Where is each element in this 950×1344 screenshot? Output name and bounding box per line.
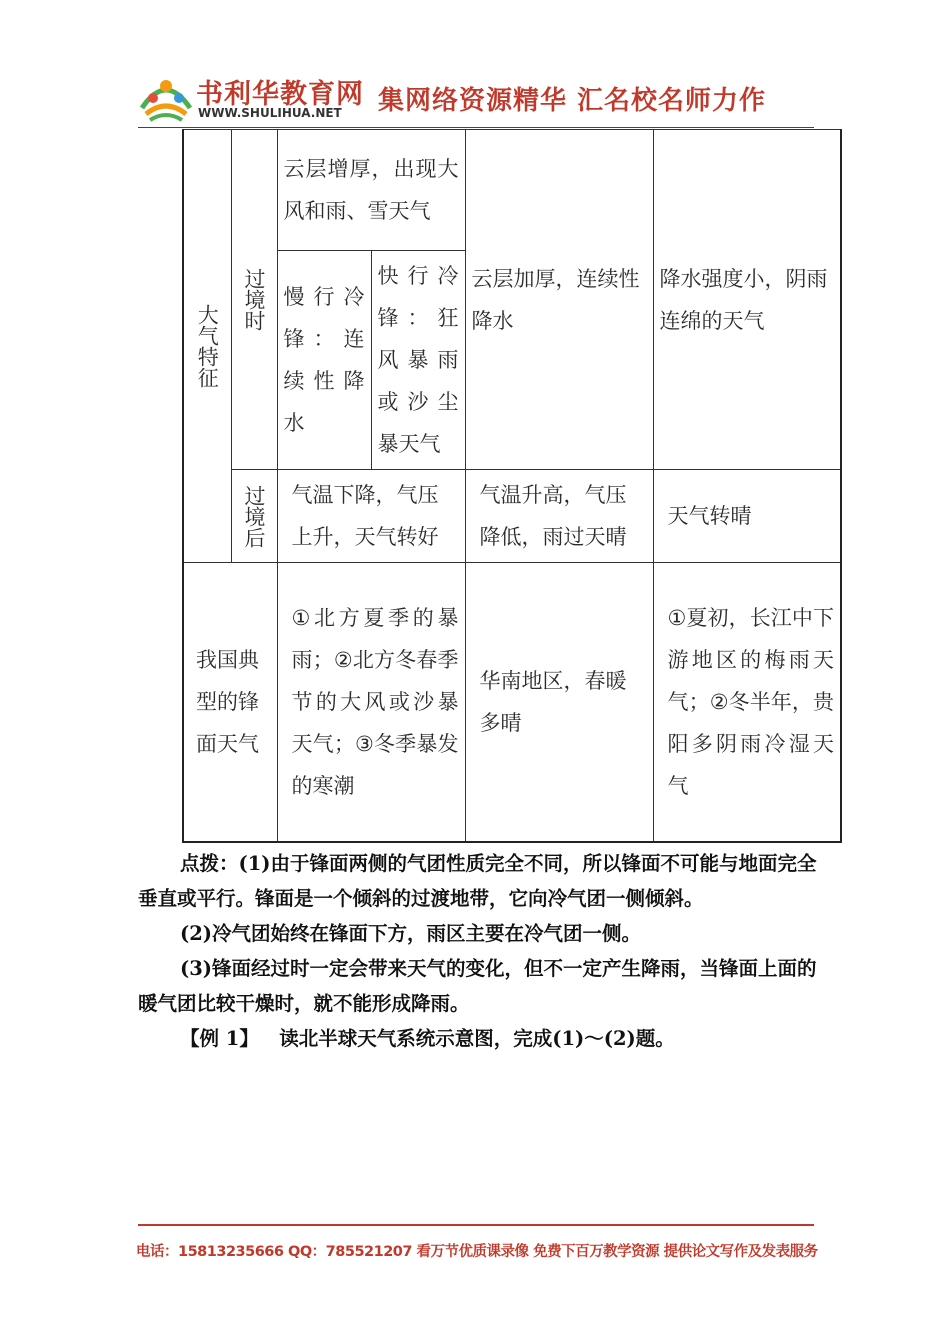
warm-during: 云层加厚，连续性降水: [471, 266, 640, 333]
shulihua-logo-icon: [138, 68, 194, 124]
tip-3: (3)锋面经过时一定会带来天气的变化，但不一定产生降雨，当锋面上面的暖气团比较干燥时，就不能形成降雨。: [138, 957, 817, 1015]
tip-1: (1)由于锋面两侧的气团性质完全不同，所以锋面不可能与地面完全垂直或平行。锋面是一个倾斜的过渡地带，它向冷气团一侧倾斜。: [138, 852, 817, 910]
typical-label: 我国典型的锋面天气: [196, 648, 259, 756]
stationary-after-cell: [653, 470, 841, 563]
cold-during-general: 云层增厚，出现大风和雨、雪天气: [283, 157, 459, 223]
cold-after-cell: [277, 470, 465, 563]
during-label-cell: [231, 130, 277, 470]
stationary-typical: ①夏初，长江中下游地区的梅雨天气；②冬半年，贵阳多阴雨冷湿天气: [667, 606, 834, 798]
example-label: 【例 1】: [180, 1027, 259, 1050]
atmo-label-cell: [183, 130, 231, 563]
stationary-after: 天气转晴: [667, 504, 752, 528]
cold-typical-cell: [277, 563, 465, 843]
site-header: [138, 64, 814, 128]
warm-typical-cell: [465, 563, 653, 843]
warm-typical: 华南地区，春暖多晴: [479, 669, 627, 735]
header-slogan: 集网络资源精华 汇名校名师力作: [378, 86, 767, 116]
fast-cold-during-cell: [371, 251, 465, 470]
example-paragraph: [138, 1021, 818, 1056]
warm-after-cell: [465, 470, 653, 563]
cold-typical: ①北方夏季的暴雨；②北方冬春季节的大风或沙暴天气；③冬季暴发的寒潮: [291, 606, 459, 798]
stationary-during-cell: [653, 130, 841, 470]
slow-cold-during-cell: [277, 251, 371, 470]
tip-paragraph-1: [138, 846, 818, 916]
cold-after: 气温下降，气压上升，天气转好: [291, 483, 439, 549]
example-text: 读北半球天气系统示意图，完成(1)～(2)题。: [279, 1027, 675, 1050]
brand-url: WWW.SHULIHUA.NET: [198, 106, 342, 120]
footer-contact: 电话：15813235666 QQ：785521207 看万节优质课录像 免费下百万教学资源 提供论文写作及发表服务: [136, 1244, 818, 1260]
stationary-during: 降水强度小，阴雨连绵的天气: [659, 266, 828, 333]
slow-cold-during: 慢行冷锋：连续性降水: [283, 285, 365, 435]
notes-section: [138, 846, 818, 1056]
after-label: 过境后: [242, 484, 266, 548]
cold-during-general-cell: [277, 130, 465, 251]
fast-cold-during: 快行冷锋：狂风暴雨或沙尘暴天气: [377, 264, 459, 456]
front-weather-table: [182, 129, 842, 843]
tip-2: (2)冷气团始终在锋面下方，雨区主要在冷气团一侧。: [180, 922, 642, 945]
stationary-typical-cell: [653, 563, 841, 843]
warm-after: 气温升高，气压降低，雨过天晴: [479, 483, 627, 549]
typical-label-cell: [183, 563, 277, 843]
during-label: 过境时: [242, 268, 266, 331]
header-divider: [138, 127, 814, 128]
warm-during-cell: [465, 130, 653, 470]
after-label-cell: [231, 470, 277, 563]
brand-name: 书利华教育网: [196, 79, 364, 110]
footer-divider: [138, 1224, 814, 1226]
tip-label: 点拨：: [180, 852, 239, 875]
atmo-label: 大气特征: [195, 304, 220, 388]
